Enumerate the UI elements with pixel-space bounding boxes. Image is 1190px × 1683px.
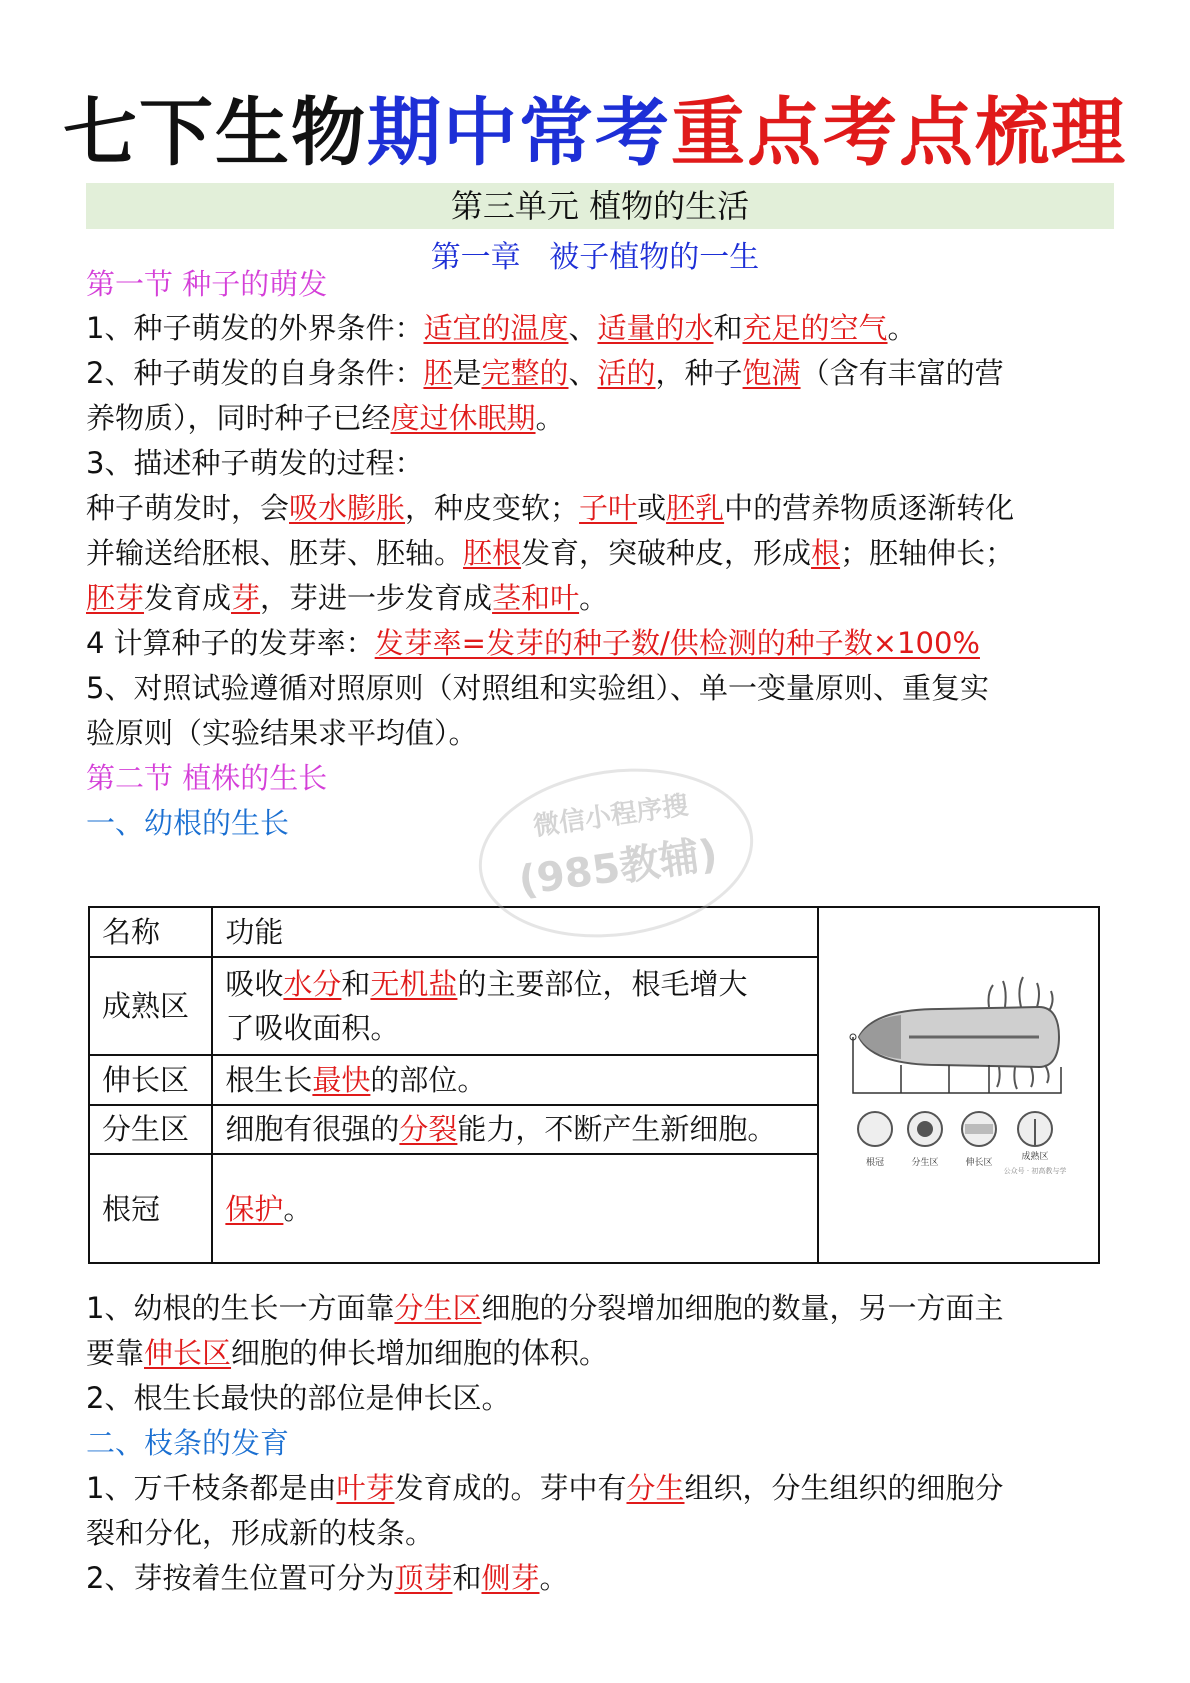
paragraph: 要靠伸长区细胞的伸长增加细胞的体积。: [86, 1336, 609, 1370]
key-term: 活的: [597, 356, 656, 390]
table-header-cell: 名称: [89, 907, 212, 957]
key-term: 分裂: [399, 1112, 458, 1147]
key-term: 度过休眠期: [390, 401, 536, 435]
subsection-heading: 一、幼根的生长: [86, 806, 290, 840]
key-formula: 发芽率=发芽的种子数/供检测的种子数×100%: [374, 626, 980, 660]
elongated-cell: [965, 1124, 993, 1134]
key-term: 侧芽: [481, 1561, 540, 1595]
key-term: 茎和叶: [492, 581, 580, 615]
key-term: 胚乳: [666, 491, 725, 525]
key-term: 分生: [626, 1471, 685, 1505]
title-part-blue: 期中常考: [367, 90, 671, 176]
zone-name-cell: 伸长区: [89, 1055, 212, 1105]
key-term: 顶芽: [394, 1561, 453, 1595]
zone-function-cell: 保护。: [212, 1154, 818, 1263]
paragraph: 并输送给胚根、胚芽、胚轴。胚根发育，突破种皮，形成根；胚轴伸长；: [86, 536, 1015, 570]
key-term: 无机盐: [370, 966, 458, 1001]
key-term: 叶芽: [336, 1471, 395, 1505]
watermark-line: (985教辅): [515, 831, 721, 905]
figure-label: 分生区: [911, 1158, 939, 1168]
title-part-black: 七下生物: [63, 90, 367, 176]
paragraph: 1、万千枝条都是由叶芽发育成的。芽中有分生组织，分生组织的细胞分: [86, 1471, 1004, 1505]
figure-label: 伸长区: [965, 1158, 993, 1168]
section-heading: 第二节 植株的生长: [86, 761, 328, 795]
figure-label: 成熟区: [1021, 1152, 1049, 1162]
paragraph: 2、种子萌发的自身条件：胚是完整的、活的，种子饱满（含有丰富的营: [86, 356, 1004, 390]
root-hairs: [997, 1065, 1049, 1089]
zone-function-cell: 吸收水分和无机盐的主要部位，根毛增大 了吸收面积。: [212, 957, 818, 1055]
root-zones-table: [88, 906, 1100, 1264]
zone-function-cell: 细胞有很强的分裂能力，不断产生新细胞。: [212, 1105, 818, 1155]
key-term: 胚根: [463, 536, 522, 570]
page-title: [0, 88, 1190, 178]
root-tip-illustration: [839, 969, 1079, 1189]
root-cap: [859, 1015, 901, 1059]
root-tip-figure: [818, 907, 1099, 1263]
unit-heading: 第三单元 植物的生活: [86, 183, 1114, 229]
table-header-cell: 功能: [212, 907, 818, 957]
subsection-heading: 二、枝条的发育: [86, 1426, 290, 1460]
key-term: 子叶: [579, 491, 638, 525]
root-hairs: [988, 977, 1052, 1011]
key-term: 胚芽: [86, 581, 145, 615]
figure-credit: 公众号 · 初高教与学: [1003, 1167, 1066, 1175]
paragraph: 裂和分化，形成新的枝条。: [86, 1516, 435, 1550]
key-term: 胚: [423, 356, 453, 390]
key-term: 吸水膨胀: [289, 491, 406, 525]
paragraph: 胚芽发育成芽，芽进一步发育成茎和叶。: [86, 581, 609, 615]
key-term: 完整的: [481, 356, 569, 390]
paragraph: 验原则（实验结果求平均值）。: [86, 716, 478, 750]
zone-name-cell: 分生区: [89, 1105, 212, 1155]
title-part-red: 重点考点梳理: [671, 90, 1127, 176]
key-term: 适宜的温度: [423, 311, 569, 345]
key-term: 适量的水: [597, 311, 714, 345]
zone-cell-circle: [858, 1112, 892, 1146]
key-term: 芽: [231, 581, 261, 615]
key-term: 水分: [283, 966, 342, 1001]
paragraph: 5、对照试验遵循对照原则（对照组和实验组）、单一变量原则、重复实: [86, 671, 989, 705]
key-term: 饱满: [742, 356, 801, 390]
chapter-heading: 第一章 被子植物的一生: [430, 240, 760, 275]
zone-cell-nucleus: [917, 1121, 933, 1137]
key-term: 根: [811, 536, 841, 570]
paragraph: 4 计算种子的发芽率：发芽率=发芽的种子数/供检测的种子数×100%: [86, 626, 980, 660]
section-heading: 第一节 种子的萌发: [86, 267, 328, 301]
paragraph: 2、根生长最快的部位是伸长区。: [86, 1381, 511, 1415]
paragraph: 2、芽按着生位置可分为顶芽和侧芽。: [86, 1561, 569, 1595]
key-term: 充足的空气: [742, 311, 888, 345]
paragraph: 养物质），同时种子已经度过休眠期。: [86, 401, 565, 435]
key-term: 伸长区: [144, 1336, 232, 1370]
key-term: 最快: [312, 1062, 371, 1097]
figure-label: 根冠: [865, 1158, 884, 1168]
zone-name-cell: 成熟区: [89, 957, 212, 1055]
paragraph: 1、幼根的生长一方面靠分生区细胞的分裂增加细胞的数量，另一方面主: [86, 1291, 1004, 1325]
key-term: 分生区: [394, 1291, 482, 1325]
watermark-line: 微信小程序搜: [531, 790, 691, 843]
zone-name-cell: 根冠: [89, 1154, 212, 1263]
key-term: 保护: [225, 1191, 284, 1226]
paragraph: 3、描述种子萌发的过程：: [86, 446, 424, 480]
zone-function-cell: 根生长最快的部位。: [212, 1055, 818, 1105]
paragraph: 1、种子萌发的外界条件：适宜的温度、适量的水和充足的空气。: [86, 311, 917, 345]
paragraph: 种子萌发时，会吸水膨胀，种皮变软；子叶或胚乳中的营养物质逐渐转化: [86, 491, 1015, 525]
